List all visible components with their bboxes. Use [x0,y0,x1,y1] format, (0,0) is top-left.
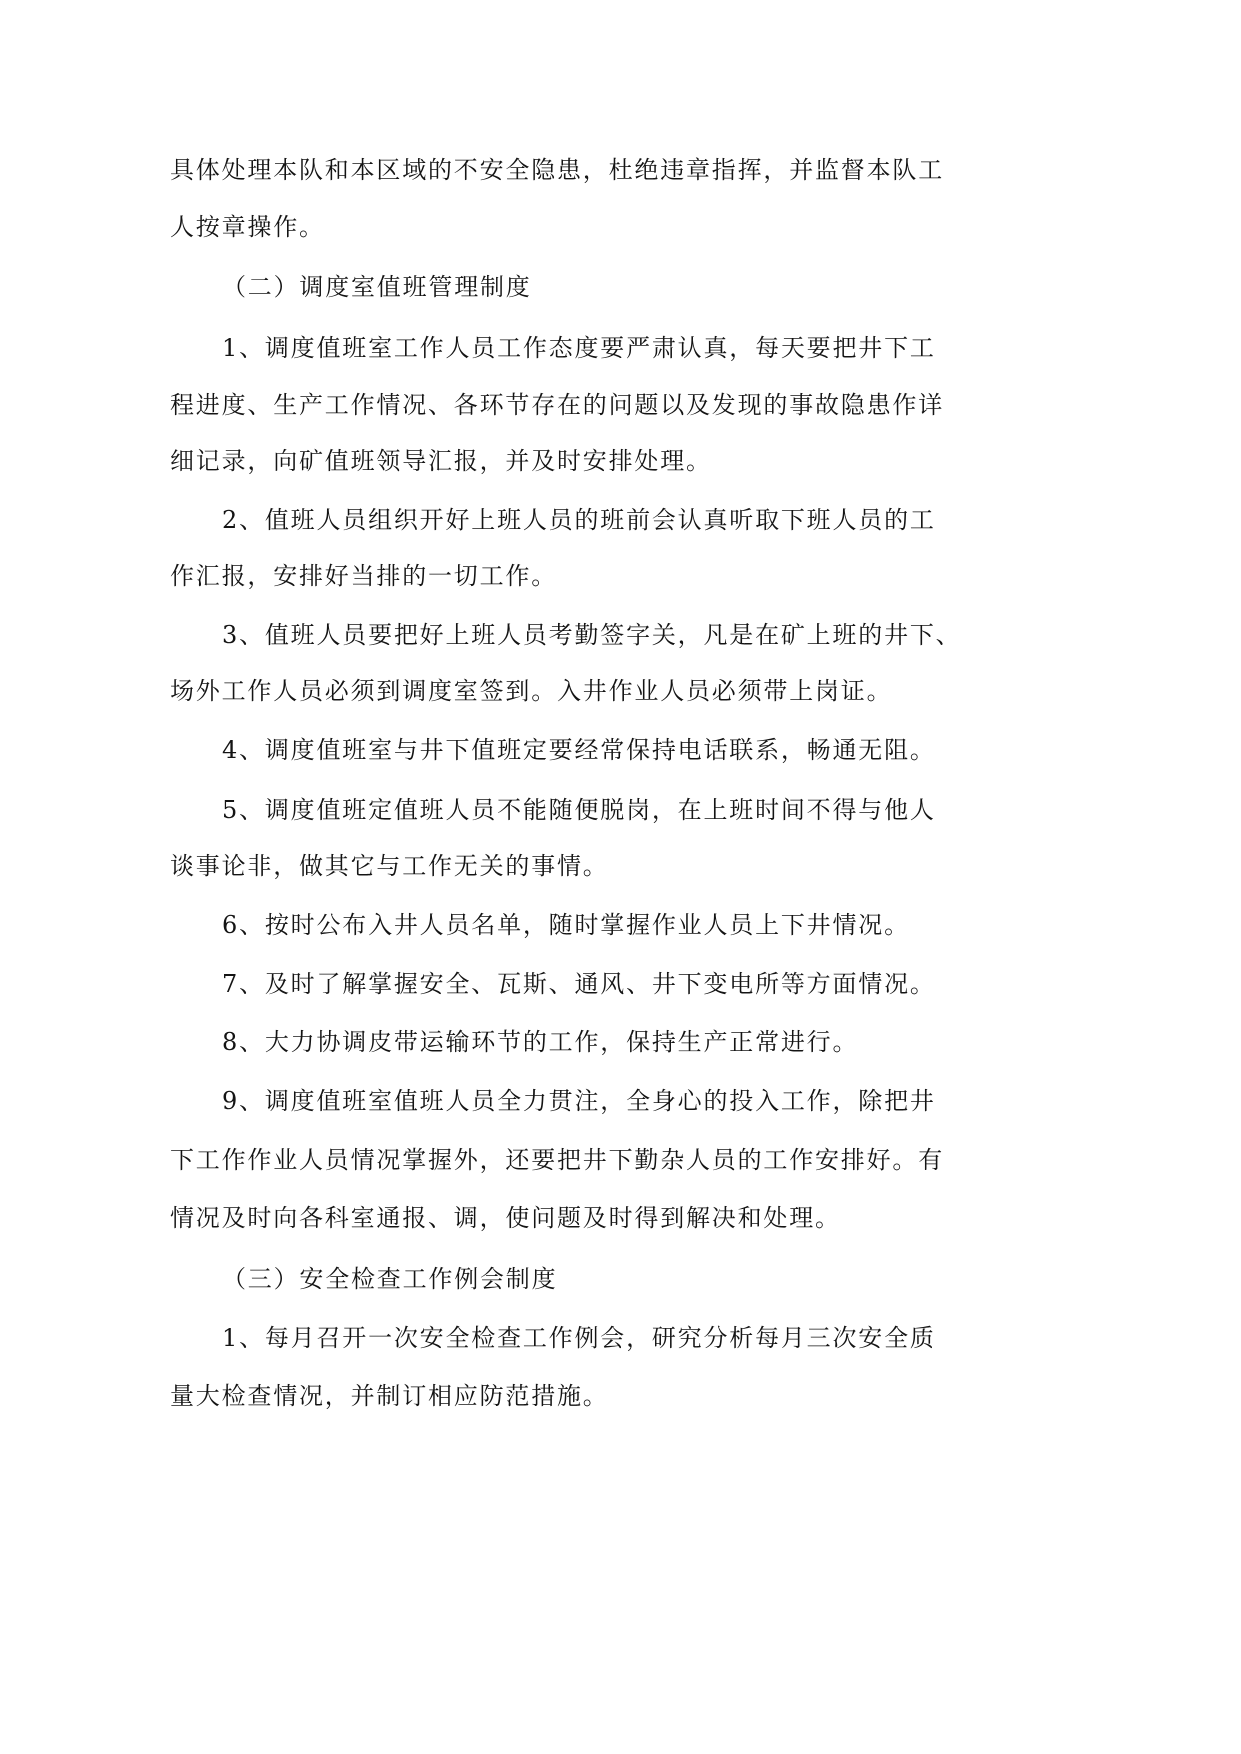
section-heading-line: （三）安全检查工作例会制度 [222,1265,558,1293]
section-heading-line: （二）调度室值班管理制度 [222,273,532,301]
paragraph-line: 3、值班人员要把好上班人员考勤签字关，凡是在矿上班的井下、 [222,621,962,649]
paragraph-line: 程进度、生产工作情况、各环节存在的问题以及发现的事故隐患作详 [170,391,944,419]
paragraph-line: 量大检查情况，并制订相应防范措施。 [170,1382,609,1410]
paragraph-line: 5、调度值班定值班人员不能随便脱岗，在上班时间不得与他人 [222,796,936,824]
paragraph-line: 作汇报，安排好当排的一切工作。 [170,562,557,590]
paragraph-line: 4、调度值班室与井下值班定要经常保持电话联系，畅通无阻。 [222,736,936,764]
paragraph-line: 下工作作业人员情况掌握外，还要把井下勤杂人员的工作安排好。有 [170,1146,944,1174]
paragraph-line: 细记录，向矿值班领导汇报，并及时安排处理。 [170,447,712,475]
paragraph-line: 谈事论非，做其它与工作无关的事情。 [170,852,609,880]
paragraph-line: 人按章操作。 [170,213,325,241]
paragraph-line: 情况及时向各科室通报、调，使问题及时得到解决和处理。 [170,1204,841,1232]
paragraph-line: 6、按时公布入井人员名单，随时掌握作业人员上下井情况。 [222,911,910,939]
paragraph-line: 8、大力协调皮带运输环节的工作，保持生产正常进行。 [222,1028,859,1056]
paragraph-line: 1、调度值班室工作人员工作态度要严肃认真，每天要把井下工 [222,334,936,362]
paragraph-line: 9、调度值班室值班人员全力贯注，全身心的投入工作，除把井 [222,1087,936,1115]
paragraph-line: 2、值班人员组织开好上班人员的班前会认真听取下班人员的工 [222,506,936,534]
paragraph-line: 具体处理本队和本区域的不安全隐患，杜绝违章指挥，并监督本队工 [170,156,944,184]
paragraph-line: 场外工作人员必须到调度室签到。入井作业人员必须带上岗证。 [170,677,893,705]
paragraph-line: 7、及时了解掌握安全、瓦斯、通风、井下变电所等方面情况。 [222,970,936,998]
paragraph-line: 1、每月召开一次安全检查工作例会，研究分析每月三次安全质 [222,1324,936,1352]
